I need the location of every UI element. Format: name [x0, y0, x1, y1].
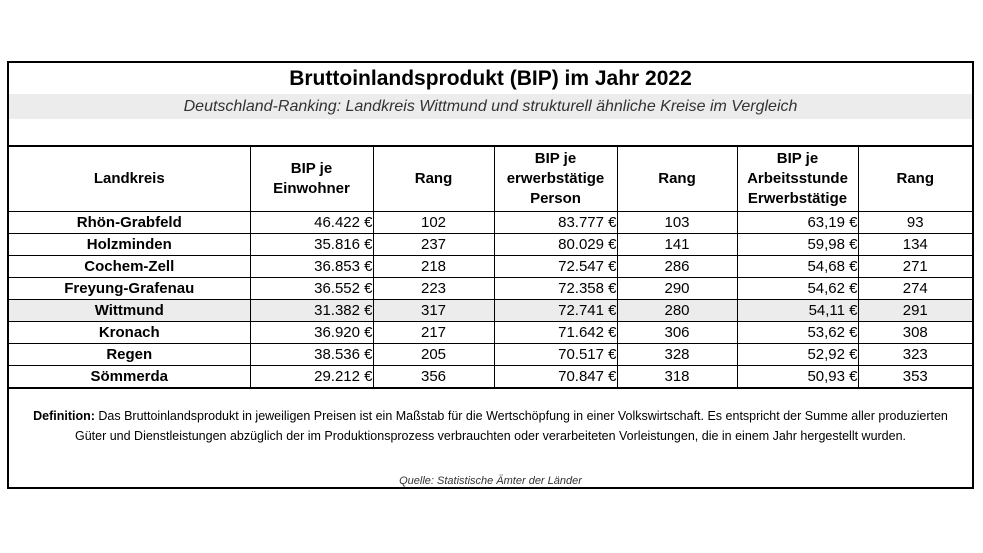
- header-rang-einwohner: Rang: [373, 146, 494, 212]
- definition-text: [25, 406, 956, 446]
- cell-landkreis: Cochem-Zell: [9, 256, 250, 278]
- cell-bip-arbeitsstunde: 59,98 €: [737, 234, 858, 256]
- cell-bip-einwohner: 29.212 €: [250, 366, 373, 389]
- cell-rang-arbeitsstunde: 274: [858, 278, 972, 300]
- cell-bip-arbeitsstunde: 52,92 €: [737, 344, 858, 366]
- cell-rang-erwerbstaetige: 306: [617, 322, 737, 344]
- header-landkreis: Landkreis: [9, 146, 250, 212]
- cell-bip-einwohner: 31.382 €: [250, 300, 373, 322]
- cell-bip-erwerbstaetige: 83.777 €: [494, 212, 617, 234]
- table-row: [9, 322, 972, 344]
- cell-bip-arbeitsstunde: 50,93 €: [737, 366, 858, 389]
- cell-rang-einwohner: 317: [373, 300, 494, 322]
- header-bip-einwohner: BIP je Einwohner: [250, 146, 373, 212]
- cell-rang-arbeitsstunde: 271: [858, 256, 972, 278]
- cell-bip-erwerbstaetige: 72.741 €: [494, 300, 617, 322]
- cell-landkreis: Regen: [9, 344, 250, 366]
- table-row: [9, 256, 972, 278]
- cell-bip-einwohner: 36.552 €: [250, 278, 373, 300]
- cell-rang-arbeitsstunde: 93: [858, 212, 972, 234]
- table-row: [9, 212, 972, 234]
- cell-bip-einwohner: 46.422 €: [250, 212, 373, 234]
- cell-rang-arbeitsstunde: 134: [858, 234, 972, 256]
- cell-rang-einwohner: 205: [373, 344, 494, 366]
- cell-bip-arbeitsstunde: 54,62 €: [737, 278, 858, 300]
- cell-bip-arbeitsstunde: 54,11 €: [737, 300, 858, 322]
- table-header-row: [9, 146, 972, 212]
- cell-rang-arbeitsstunde: 291: [858, 300, 972, 322]
- cell-rang-erwerbstaetige: 141: [617, 234, 737, 256]
- cell-bip-arbeitsstunde: 54,68 €: [737, 256, 858, 278]
- cell-rang-arbeitsstunde: 308: [858, 322, 972, 344]
- cell-rang-erwerbstaetige: 328: [617, 344, 737, 366]
- bip-table: [9, 145, 972, 389]
- cell-bip-arbeitsstunde: 53,62 €: [737, 322, 858, 344]
- cell-rang-erwerbstaetige: 280: [617, 300, 737, 322]
- cell-bip-einwohner: 36.853 €: [250, 256, 373, 278]
- header-rang-arbeitsstunde: Rang: [858, 146, 972, 212]
- cell-bip-erwerbstaetige: 80.029 €: [494, 234, 617, 256]
- cell-rang-arbeitsstunde: 353: [858, 366, 972, 389]
- source-note: Quelle: Statistische Ämter der Länder: [399, 475, 582, 487]
- cell-rang-erwerbstaetige: 103: [617, 212, 737, 234]
- cell-landkreis: Kronach: [9, 322, 250, 344]
- cell-rang-einwohner: 217: [373, 322, 494, 344]
- cell-rang-erwerbstaetige: 318: [617, 366, 737, 389]
- definition-body: Das Bruttoinlandsprodukt in jeweiligen Preisen ist ein Maßstab für die Wertschöpfung in einer Volkswirtschaft. Es entspricht der Summe aller produzierten Güter und Dienstleistungen abzüglich der im Produktionsprozess verbrauchten oder verarbeiteten Vorleistungen, die in einem Jahr hergestellt wurden.: [74, 409, 948, 443]
- cell-landkreis: Freyung-Grafenau: [9, 278, 250, 300]
- cell-bip-einwohner: 38.536 €: [250, 344, 373, 366]
- cell-landkreis: Holzminden: [9, 234, 250, 256]
- cell-bip-erwerbstaetige: 72.358 €: [494, 278, 617, 300]
- cell-rang-einwohner: 237: [373, 234, 494, 256]
- cell-rang-erwerbstaetige: 290: [617, 278, 737, 300]
- cell-bip-erwerbstaetige: 70.847 €: [494, 366, 617, 389]
- table-row: [9, 366, 972, 389]
- page-subtitle: Deutschland-Ranking: Landkreis Wittmund und strukturell ähnliche Kreise im Vergleich: [9, 94, 972, 119]
- cell-bip-einwohner: 36.920 €: [250, 322, 373, 344]
- cell-bip-arbeitsstunde: 63,19 €: [737, 212, 858, 234]
- header-rang-erwerbstaetige: Rang: [617, 146, 737, 212]
- cell-bip-erwerbstaetige: 72.547 €: [494, 256, 617, 278]
- table-frame: [7, 61, 974, 489]
- table-row: [9, 234, 972, 256]
- cell-bip-erwerbstaetige: 70.517 €: [494, 344, 617, 366]
- table-row: [9, 278, 972, 300]
- definition-label: Definition:: [33, 409, 95, 423]
- page-title: Bruttoinlandsprodukt (BIP) im Jahr 2022: [289, 67, 692, 90]
- header-bip-erwerbstaetige: BIP je erwerbstätige Person: [494, 146, 617, 212]
- cell-bip-einwohner: 35.816 €: [250, 234, 373, 256]
- cell-rang-einwohner: 102: [373, 212, 494, 234]
- cell-landkreis: Rhön-Grabfeld: [9, 212, 250, 234]
- cell-rang-einwohner: 223: [373, 278, 494, 300]
- cell-landkreis: Wittmund: [9, 300, 250, 322]
- cell-rang-erwerbstaetige: 286: [617, 256, 737, 278]
- table-row-highlighted: [9, 300, 972, 322]
- cell-bip-erwerbstaetige: 71.642 €: [494, 322, 617, 344]
- cell-rang-einwohner: 218: [373, 256, 494, 278]
- cell-landkreis: Sömmerda: [9, 366, 250, 389]
- header-bip-arbeitsstunde: BIP je Arbeitsstunde Erwerbstätige: [737, 146, 858, 212]
- cell-rang-arbeitsstunde: 323: [858, 344, 972, 366]
- table-row: [9, 344, 972, 366]
- cell-rang-einwohner: 356: [373, 366, 494, 389]
